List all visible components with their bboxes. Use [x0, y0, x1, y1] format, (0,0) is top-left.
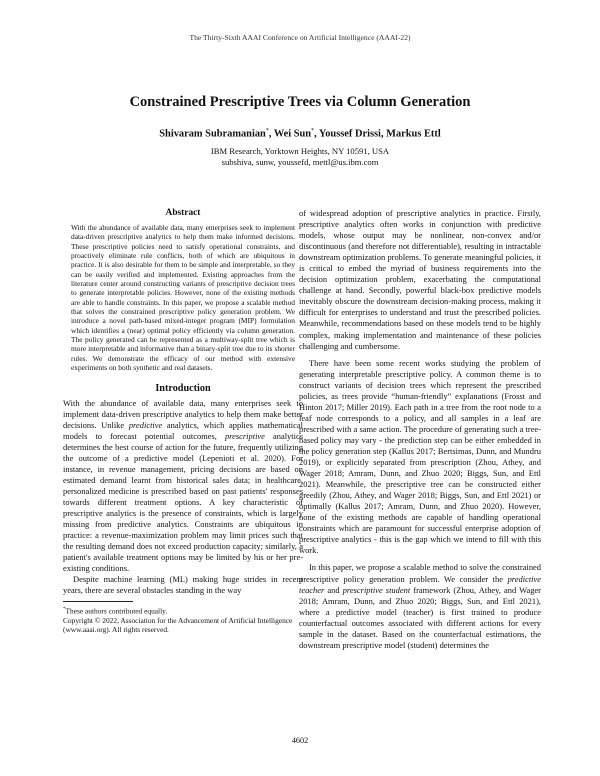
footnote-equal-contribution: *These authors contributed equally.	[63, 606, 168, 616]
emphasis-predictive: predictive	[128, 419, 163, 430]
equal-contribution-mark: *	[265, 128, 269, 134]
abstract-section	[63, 208, 303, 373]
affiliation-block	[0, 146, 600, 167]
author-name: Markus Ettl	[386, 128, 441, 140]
footnote-copyright: Copyright © 2022, Association for the Advancement of Artificial Intelligence (www.aaai.org). All rights reserved.	[63, 616, 293, 635]
emphasis-prescriptive-student: prescriptive student	[342, 584, 411, 595]
right-paragraph-3: In this paper, we propose a scalable method to solve the constrained prescriptive policy generation problem. We consider the predictive teacher and prescriptive student framework (Zhou, Athey, and Wager 2018; Amram, Dunn, and Zhuo 2020; Biggs, Sun, and Ettl 2021), where a predictive model (teacher) is first trained to produce counterfactual outcomes associated with different actions for every sample in the dataset. Based on the counterfactual estimations, the downstream prescriptive model (student) determines the	[299, 562, 541, 650]
introduction-heading: Introduction	[155, 382, 211, 394]
page-number: 4602	[291, 736, 309, 745]
abstract-text: With the abundance of available data, many enterprises seek to implement data-driven prescriptive analytics to help them make informed decisions. These prescriptive policies need to satisfy operational constraints, and proactively eliminate rule conflicts, both of which are ubiquitous in practice. It is also desirable for them to be simple and interpretable, so they can be easily verified and implemented. Existing approaches from the literature center around constructing variants of prescriptive decision trees to generate interpretable policies. However, none of the existing methods are able to handle constraints. In this paper, we propose a scalable method that solves the constrained prescriptive policy generation problem. We introduce a novel path-based mixed-integer program (MIP) formulation which identifies a (near) optimal policy efficiently via column generation. The policy generated can be represented as a multiway-split tree which is more interpretable and informative than a binary-split tree due to its shorter rules. We demonstrate the efficacy of our method with extensive experiments on both synthetic and real datasets.	[71, 223, 295, 373]
emphasis-prescriptive: prescriptive	[224, 430, 265, 441]
conference-header: The Thirty-Sixth AAAI Conference on Artificial Intelligence (AAAI-22)	[189, 33, 411, 42]
footnote-rule	[63, 601, 133, 602]
right-paragraph-1: of widespread adoption of prescriptive analytics in practice. Firstly, prescriptive analytics often works in conjunction with predictive models, whose output may be nonlinear, non-convex and/or discontinuous (and therefore not differentiable), resulting in intractable downstream optimization problems. To generate meaningful policies, it is critical to embed the myriad of business requirements into the decision optimization problem, exacerbating the computational challenge at hand. Secondly, powerful black-box predictive models inevitably obscure the downstream decision-making process, making it difficult for enterprises to understand and trust the prescribed policies. Meanwhile, recommendations based on these models tend to be highly complex, making implementation and maintenance of these policies challenging and cumbersome.	[299, 208, 541, 351]
affiliation-org: IBM Research, Yorktown Heights, NY 10591, USA	[210, 146, 390, 156]
author-list: Shivaram Subramanian*, Wei Sun*, Youssef Drissi, Markus Ettl	[159, 128, 441, 140]
paper-title: Constrained Prescriptive Trees via Column Generation	[129, 94, 471, 110]
equal-contribution-mark: *	[311, 128, 315, 134]
abstract-heading: Abstract	[165, 208, 201, 218]
author-name: Youssef Drissi	[318, 128, 381, 140]
right-paragraph-2: There have been some recent works studying the problem of generating interpretable prescriptive policy. A common theme is to construct variants of decision trees which represent the prescribed policies, as trees provide “human-friendly” explanations (Frosst and Hinton 2017; Miller 2019). Each path in a tree from the root node to a leaf node corresponds to a policy, and all samples in a leaf are prescribed with a same action. The procedure of generating such a tree-based policy may vary - the prediction step can be either embedded in the policy generation step (Kallus 2017; Bertsimas, Dunn, and Mundru 2019), or explicitly separated from prescription (Zhou, Athey, and Wager 2018; Amram, Dunn, and Zhuo 2020; Biggs, Sun, and Ettl 2021). Meanwhile, the prescriptive tree can be constructed either greedily (Zhou, Athey, and Wager 2018; Biggs, Sun, and Ettl 2021) or optimally (Kallus 2017; Amram, Dunn, and Zhuo 2020). However, none of the existing methods are capable of handling operational constraints which are paramount for successful enterprise adoption of prescriptive analytics - this is the gap which we intend to fill with this work.	[299, 357, 541, 556]
right-column	[299, 208, 541, 651]
emphasis-predictive-teacher: predictive teacher	[299, 573, 541, 595]
author-name: Shivaram Subramanian	[159, 128, 266, 140]
intro-paragraph-2: Despite machine learning (ML) making huge strides in recent years, there are several obstacles standing in the way	[63, 574, 303, 596]
affiliation-emails: subshiva, sunw, youssefd, mettl@us.ibm.com	[221, 156, 379, 167]
left-column	[63, 208, 303, 634]
author-name: Wei Sun	[273, 128, 312, 140]
footnote-mark: *	[63, 607, 66, 613]
intro-paragraph-1: With the abundance of available data, many enterprises seek to implement data-driven prescriptive analytics to help them make better decisions. Unlike predictive analytics, which applies mathematical models to forecast potential outcomes, prescriptive analytics determines the best course of action for the future, frequently utilizing the outcome of a predictive model (Lepenioti et al. 2020). For instance, in revenue management, pricing decisions are based on estimated demand learnt from historical sales data; in healthcare, personalized medicine is prescribed based on past patients' responses towards different treatment options. A key characteristic of prescriptive analytics is the presence of constraints, which is largely missing from predictive analytics. Constraints are ubiquitous in practice: a revenue-maximization problem may limit prices such that the resulting demand does not exceed production capacity; similarly, a patient's available treatment options may be limited by his or her pre-existing conditions.	[63, 397, 303, 574]
